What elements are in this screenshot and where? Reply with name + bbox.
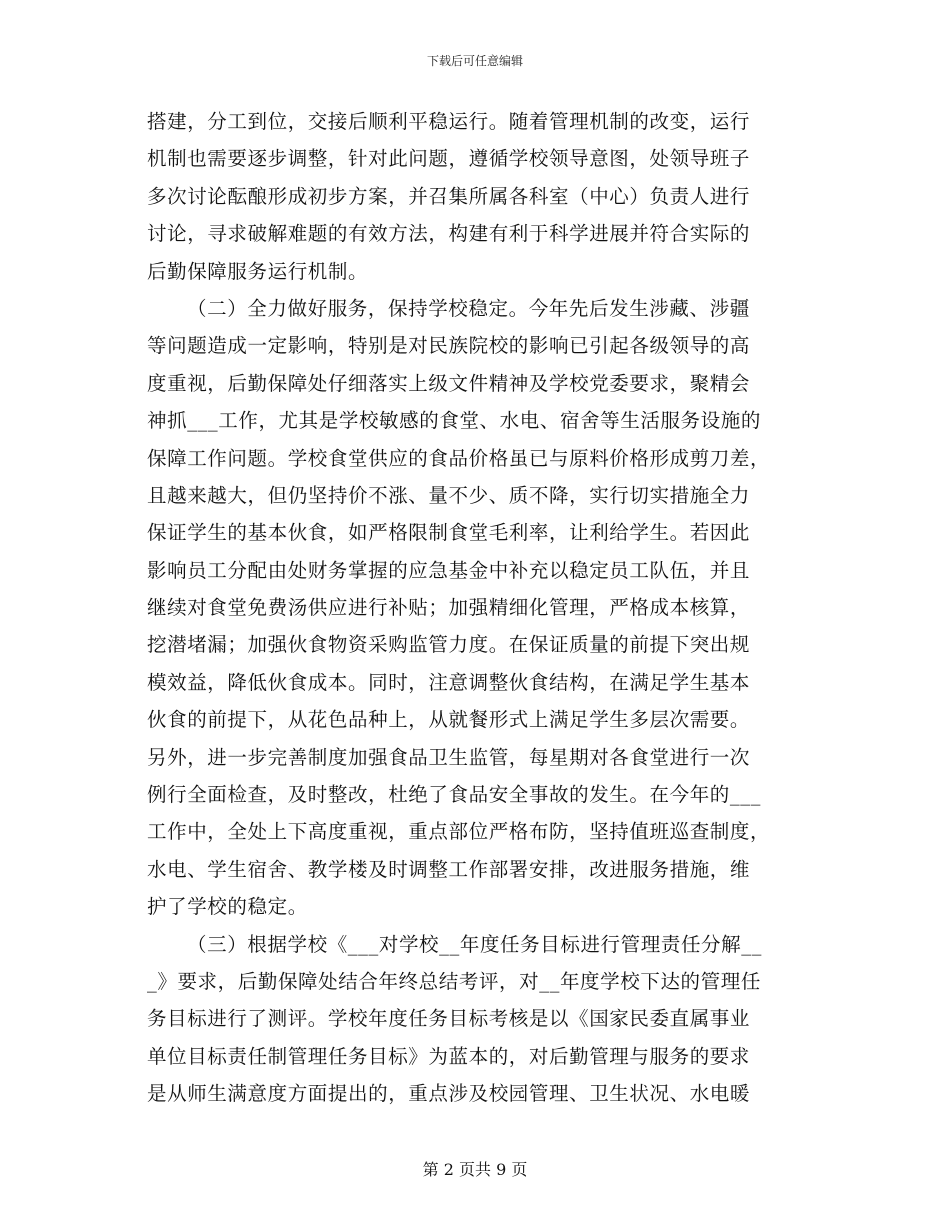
text-line: 模效益，降低伙食成本。同时，注意调整伙食结构，在满足学生基本 xyxy=(147,670,751,694)
text-line: 另外，进一步完善制度加强食品卫生监管，每星期对各食堂进行一次 xyxy=(147,745,751,769)
text-line: 讨论，寻求破解难题的有效方法，构建有利于科学进展并符合实际的 xyxy=(147,222,751,246)
text-line: 等问题造成一定影响，特别是对民族院校的影响已引起各级领导的高 xyxy=(147,334,751,358)
text-line: 工作中，全处上下高度重视，重点部位严格布防，坚持值班巡查制度， xyxy=(147,820,771,844)
text-line: 保障工作问题。学校食堂供应的食品价格虽已与原料价格形成剪刀差， xyxy=(147,446,771,470)
text-line: 多次讨论酝酿形成初步方案，并召集所属各科室（中心）负责人进行 xyxy=(147,184,751,208)
text-line: 伙食的前提下，从花色品种上，从就餐形式上满足学生多层次需要。 xyxy=(147,708,751,732)
paragraph-start-line: （三）根据学校《___对学校__年度任务目标进行管理责任分解__ xyxy=(187,932,762,956)
page-header: 下载后可任意编辑 xyxy=(426,54,523,68)
text-line: 挖潜堵漏；加强伙食物资采购监管力度。在保证质量的前提下突出规 xyxy=(147,633,751,657)
text-line: 度重视，后勤保障处仔细落实上级文件精神及学校党委要求，聚精会 xyxy=(147,371,751,395)
text-line: 继续对食堂免费汤供应进行补贴；加强精细化管理，严格成本核算， xyxy=(147,596,751,620)
document-body xyxy=(147,103,807,1113)
text-line: 护了学校的稳定。 xyxy=(147,895,308,919)
paragraph-start-line: （二）全力做好服务，保持学校稳定。今年先后发生涉藏、涉疆 xyxy=(187,296,750,320)
text-line: 影响员工分配由处财务掌握的应急基金中补充以稳定员工队伍，并且 xyxy=(147,558,751,582)
text-line: 机制也需要逐步调整，针对此问题，遵循学校领导意图，处领导班子 xyxy=(147,147,751,171)
text-line: 神抓___工作，尤其是学校敏感的食堂、水电、宿舍等生活服务设施的 xyxy=(147,409,761,433)
text-line: 务目标进行了测评。学校年度任务目标考核是以《国家民委直属事业 xyxy=(147,1007,751,1031)
text-line: 搭建，分工到位，交接后顺利平稳运行。随着管理机制的改变，运行 xyxy=(147,110,751,133)
text-line: _》要求，后勤保障处结合年终总结考评，对__年度学校下达的管理任 xyxy=(147,969,761,993)
page-footer: 第 2 页共 9 页 xyxy=(422,1160,528,1179)
text-line: 后勤保障服务运行机制。 xyxy=(147,259,369,283)
text-line: 例行全面检查，及时整改，杜绝了食品安全事故的发生。在今年的___ xyxy=(147,783,761,807)
text-line: 单位目标责任制管理任务目标》为蓝本的，对后勤管理与服务的要求 xyxy=(147,1044,751,1068)
text-line: 保证学生的基本伙食，如严格限制食堂毛利率，让利给学生。若因此 xyxy=(147,521,751,545)
text-line: 水电、学生宿舍、教学楼及时调整工作部署安排，改进服务措施，维 xyxy=(147,857,751,881)
text-line: 是从师生满意度方面提出的，重点涉及校园管理、卫生状况、水电暖 xyxy=(147,1082,751,1106)
text-line: 且越来越大，但仍坚持价不涨、量不少、质不降，实行切实措施全力 xyxy=(147,483,751,507)
